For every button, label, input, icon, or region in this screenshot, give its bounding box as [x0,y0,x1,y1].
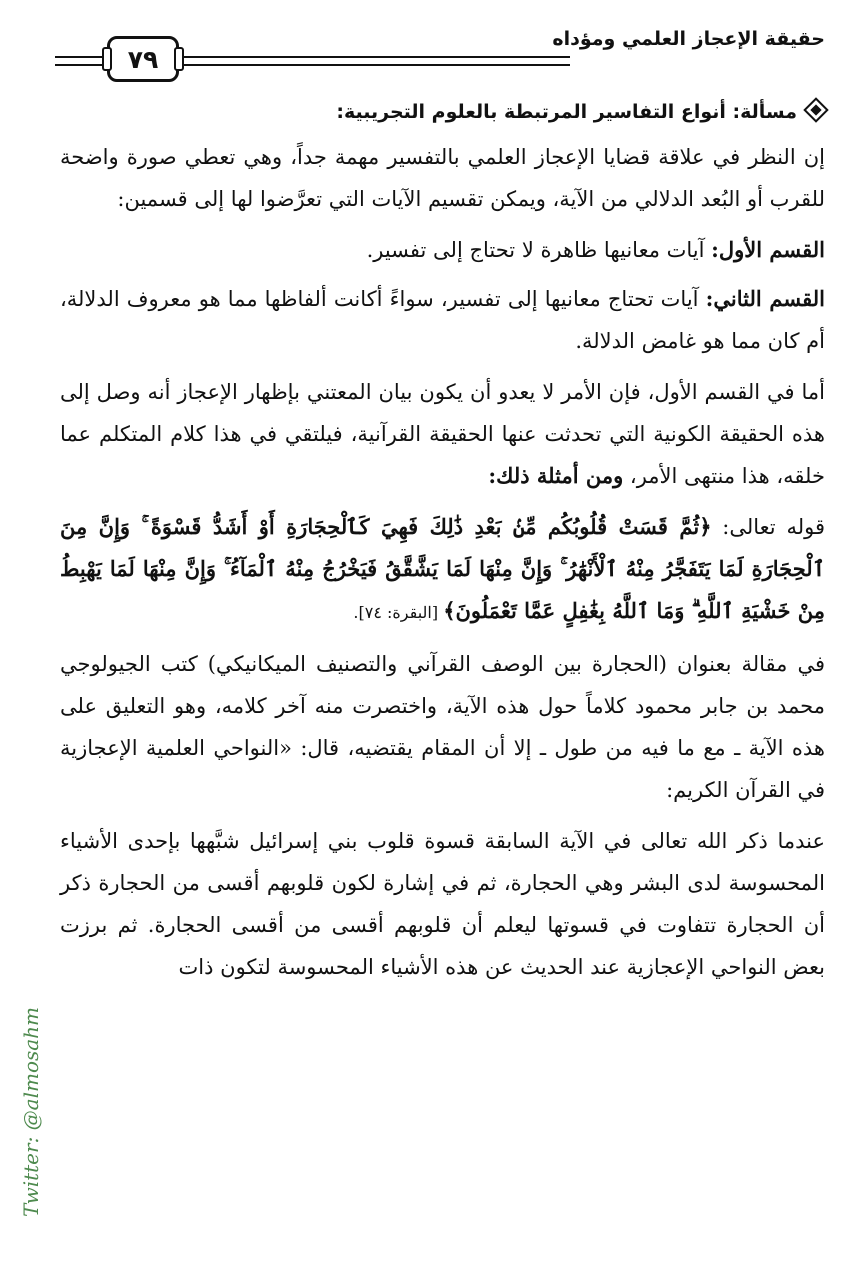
discussion-text: أما في القسم الأول، فإن الأمر لا يعدو أن يكون بيان المعتني بإظهار الإعجاز أنه وصل إلى هذه الحقيقة الكونية التي تحدثت عنها الحقيقة القرآنية، فيلتقي في هذا كلام المتكلم عما خلقه، هذا منتهى الأمر، [60,380,825,488]
running-title: حقيقة الإعجاز العلمي ومؤداه [552,28,825,50]
paragraph-intro: إن النظر في علاقة قضايا الإعجاز العلمي بالتفسير مهمة جداً، وهي تعطي صورة واضحة للقرب أو البُعد الدلالي من الآية، ويمكن تقسيم الآيات التي تعرَّضوا لها إلى قسمين: [60,145,825,211]
first-section-label: القسم الأول: [711,237,825,262]
header-rule [175,56,570,66]
paragraph-second-section [60,278,825,362]
page-body [60,92,825,997]
page-number-box [107,36,179,82]
examples-label: ومن أمثلة ذلك: [488,463,624,488]
page-number: ٧٩ [127,44,159,74]
section-heading [60,92,825,132]
header-rule-left [55,56,105,66]
quran-verse: ﴿ثُمَّ قَسَتْ قُلُوبُكُم مِّنۢ بَعْدِ ذَٰلِكَ فَهِيَ كَٱلْحِجَارَةِ أَوْ أَشَدُّ قَسْوَةً ۚ وَإِنَّ مِنَ ٱلْحِجَارَةِ لَمَا يَتَفَجَّرُ مِنْهُ ٱلْأَنْهَٰرُ ۚ وَإِنَّ مِنْهَا لَمَا يَشَّقَّقُ فَيَخْرُجُ مِنْهُ ٱلْمَآءُ ۚ وَإِنَّ مِنْهَا لَمَا يَهْبِطُ مِنْ خَشْيَةِ ٱللَّهِ ۗ وَمَا ٱللَّهُ بِغَٰفِلٍ عَمَّا تَعْمَلُونَ﴾ [60,514,825,623]
watermark [6,1000,43,1230]
page-header [55,22,825,72]
paragraph-verse [60,506,825,634]
paragraph-first-section [60,229,825,271]
watermark-text: Twitter: @almosahm [19,1006,43,1218]
diamond-bullet-icon [803,97,828,122]
paragraph-first-section-discussion [60,371,825,497]
verse-intro: قوله تعالى: [711,515,825,539]
paragraph-explanation: عندما ذكر الله تعالى في الآية السابقة قسوة قلوب بني إسرائيل شبَّهها بإحدى الأشياء المحسوسة لدى البشر وهي الحجارة، ثم في إشارة لكون قلوبهم أقسى من الحجارة ذكر أن الحجارة تتفاوت في قسوتها ليعلم أن قلوبهم أقسى من أقسى الحجارة. ثم برزت بعض النواحي الإعجازية عند الحديث عن هذه الأشياء المحسوسة لتكون ذات [60,829,825,979]
second-section-text: آيات تحتاج معانيها إلى تفسير، سواءً أكانت ألفاظها مما هو معروف الدلالة، أم كان مما هو غامض الدلالة. [60,287,825,353]
second-section-label: القسم الثاني: [705,286,825,311]
section-heading-text: مسألة: أنواع التفاسير المرتبطة بالعلوم التجريبية: [336,101,797,123]
paragraph-article: في مقالة بعنوان (الحجارة بين الوصف القرآني والتصنيف الميكانيكي) كتب الجيولوجي محمد بن جابر محمود كلاماً حول هذه الآية، واختصرت منه آخر كلامه، وهو التعليق على هذه الآية ـ مع ما فيه من طول ـ إلا أن المقام يقتضيه، قال: «النواحي العلمية الإعجازية في القرآن الكريم: [60,652,825,802]
first-section-text: آيات معانيها ظاهرة لا تحتاج إلى تفسير. [366,238,712,262]
verse-reference: [البقرة: ٧٤]. [353,603,444,622]
